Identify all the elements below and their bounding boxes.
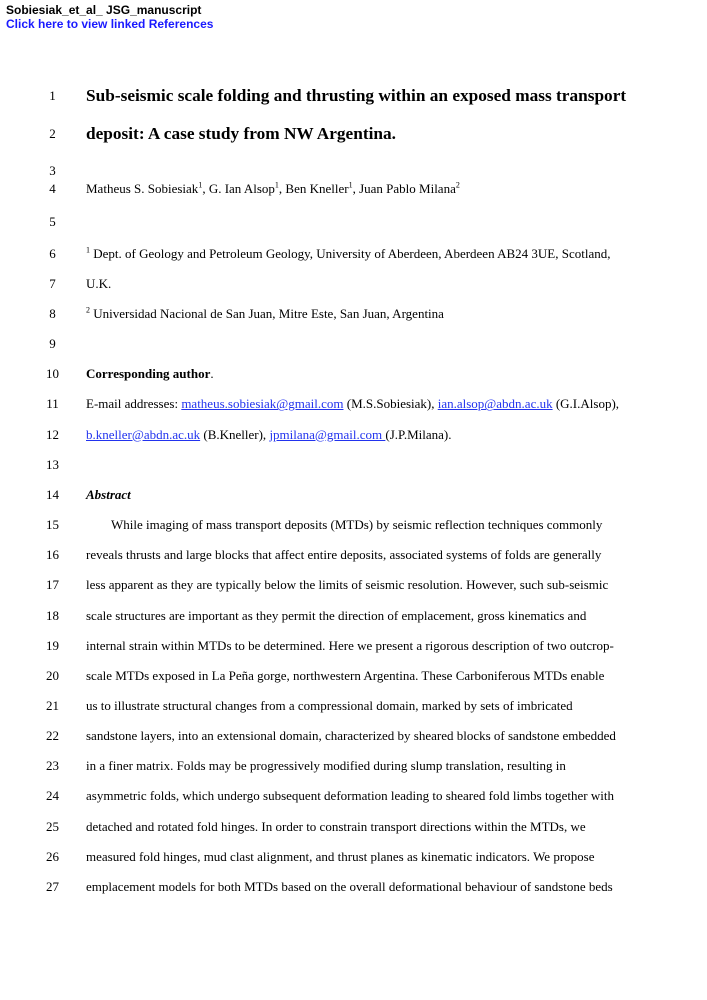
text-segment: scale MTDs exposed in La Peña gorge, northwestern Argentina. These Carboniferous MTDs enable <box>86 667 605 683</box>
affiliation-superscript: 1 <box>348 180 353 190</box>
manuscript-line <box>0 818 707 836</box>
email-link[interactable]: matheus.sobiesiak@gmail.com <box>181 396 344 412</box>
line-number: 15 <box>46 517 59 533</box>
line-text <box>86 727 616 745</box>
line-text <box>86 546 601 564</box>
line-number: 7 <box>49 276 56 291</box>
text-segment: (M.S.Sobiesiak), <box>343 396 438 412</box>
line-text <box>86 878 613 896</box>
line-number: 17 <box>46 577 59 593</box>
text-segment: Corresponding author <box>86 366 211 382</box>
line-text <box>86 637 614 655</box>
line-number: 13 <box>46 456 59 472</box>
text-segment: internal strain within MTDs to be determined. Here we present a rigorous description of two outcrop- <box>86 637 614 653</box>
text-segment: Matheus S. Sobiesiak <box>86 181 199 196</box>
text-segment: reveals thrusts and large blocks that affect entire deposits, associated systems of folds are generally <box>86 547 602 563</box>
email-link[interactable]: ian.alsop@abdn.ac.uk <box>437 396 553 412</box>
manuscript-line <box>0 546 707 564</box>
line-number: 1 <box>49 88 56 103</box>
line-text <box>86 757 566 775</box>
affiliation-superscript: 1 <box>274 180 279 190</box>
manuscript-line <box>0 667 707 685</box>
title-line <box>0 123 707 145</box>
line-number: 6 <box>49 246 56 261</box>
line-number: 16 <box>46 547 59 563</box>
line-number: 10 <box>46 366 59 382</box>
manuscript-line <box>0 516 707 534</box>
line-number: 18 <box>46 607 59 623</box>
text-segment: , Juan Pablo Milana <box>352 181 456 196</box>
text-segment: scale structures are important as they permit the direction of emplacement, gross kinematics and <box>86 607 587 623</box>
view-linked-references-link[interactable]: Click here to view linked References <box>6 17 214 31</box>
line-number: 22 <box>46 728 59 744</box>
line-text <box>86 180 460 198</box>
text-segment: deposit: A case study from NW Argentina. <box>86 124 396 143</box>
line-number: 2 <box>49 126 56 141</box>
line-text <box>86 395 619 413</box>
line-text <box>86 85 626 107</box>
line-text <box>86 787 614 805</box>
line-number: 19 <box>46 637 59 653</box>
line-text <box>86 426 451 444</box>
line-number: 14 <box>46 486 59 502</box>
manuscript-line <box>0 426 707 444</box>
text-segment: less apparent as they are typically below the limits of seismic resolution. However, such sub-seismic <box>86 577 609 593</box>
text-segment: . <box>210 366 214 382</box>
affiliation-superscript: 2 <box>86 305 90 315</box>
manuscript-line <box>0 365 707 383</box>
manuscript-line <box>0 456 707 474</box>
line-text <box>86 516 602 534</box>
line-text <box>86 305 444 323</box>
manuscript-line <box>0 697 707 715</box>
line-text <box>86 576 608 594</box>
email-link[interactable]: jpmilana@gmail.com <box>269 426 386 442</box>
text-segment: in a finer matrix. Folds may be progressively modified during slump translation, resulting in <box>86 758 566 774</box>
text-segment: Universidad Nacional de San Juan, Mitre Este, San Juan, Argentina <box>90 306 444 321</box>
line-number: 23 <box>46 758 59 774</box>
text-segment: sandstone layers, into an extensional domain, characterized by sheared blocks of sandstone embedded <box>86 728 616 744</box>
manuscript-line <box>0 727 707 745</box>
manuscript-line <box>0 848 707 866</box>
affiliation-superscript: 1 <box>86 245 90 255</box>
line-number: 21 <box>46 697 59 713</box>
text-segment: measured fold hinges, mud clast alignment, and thrust planes as kinematic indicators. We propose <box>86 848 595 864</box>
line-text <box>86 848 594 866</box>
manuscript-line <box>0 637 707 655</box>
manuscript-line <box>0 486 707 504</box>
line-text <box>86 365 214 383</box>
line-number: 26 <box>46 848 59 864</box>
manuscript-line <box>0 878 707 896</box>
line-number: 9 <box>49 336 56 352</box>
text-segment: (J.P.Milana). <box>385 426 452 442</box>
line-number: 20 <box>46 667 59 683</box>
manuscript-line <box>0 162 707 180</box>
title-line <box>0 85 707 107</box>
affiliation-superscript: 1 <box>198 180 203 190</box>
text-segment: us to illustrate structural changes from a compressional domain, marked by sets of imbricated <box>86 697 573 713</box>
manuscript-line <box>0 576 707 594</box>
manuscript-line <box>0 757 707 775</box>
line-number: 12 <box>46 426 59 442</box>
line-number: 8 <box>49 306 56 321</box>
manuscript-line <box>0 335 707 353</box>
text-segment: E-mail addresses: <box>86 396 182 412</box>
section-heading: Abstract <box>86 486 131 502</box>
affiliation-superscript: 2 <box>455 180 460 190</box>
manuscript-line <box>0 395 707 413</box>
manuscript-line <box>0 275 707 293</box>
manuscript-line <box>0 787 707 805</box>
text-segment: emplacement models for both MTDs based on the overall deformational behaviour of sandstone beds <box>86 878 613 894</box>
manuscript-line <box>0 245 707 263</box>
manuscript-id: Sobiesiak_et_al_ JSG_manuscript <box>6 3 202 17</box>
line-text <box>86 123 396 145</box>
line-number: 27 <box>46 878 59 894</box>
text-segment: While imaging of mass transport deposits (MTDs) by seismic reflection techniques commonly <box>111 517 603 533</box>
manuscript-line <box>0 213 707 231</box>
line-number: 4 <box>49 181 56 196</box>
line-number: 11 <box>46 396 59 412</box>
text-segment: , G. Ian Alsop <box>202 181 275 196</box>
text-segment: (B.Kneller), <box>200 426 270 442</box>
email-link[interactable]: b.kneller@abdn.ac.uk <box>86 426 201 442</box>
line-text <box>86 275 111 293</box>
line-number: 25 <box>46 818 59 834</box>
manuscript-line <box>0 607 707 625</box>
line-text <box>86 818 586 836</box>
line-text <box>86 607 586 625</box>
line-number: 5 <box>49 214 56 229</box>
line-text <box>86 486 131 504</box>
line-text <box>86 697 573 715</box>
text-segment: Dept. of Geology and Petroleum Geology, University of Aberdeen, Aberdeen AB24 3UE, Scotland, <box>90 246 611 261</box>
text-segment: Sub-seismic scale folding and thrusting within an exposed mass transport <box>86 86 627 105</box>
text-segment: detached and rotated fold hinges. In order to constrain transport directions within the MTDs, we <box>86 818 586 834</box>
text-segment: asymmetric folds, which undergo subsequent deformation leading to sheared fold limbs together with <box>86 788 614 804</box>
line-text <box>86 667 604 685</box>
manuscript-line <box>0 180 707 198</box>
line-number: 24 <box>46 788 59 804</box>
text-segment: U.K. <box>86 276 112 291</box>
line-number: 3 <box>49 163 56 178</box>
line-text <box>86 245 611 263</box>
text-segment: (G.I.Alsop), <box>552 396 620 412</box>
manuscript-line <box>0 305 707 323</box>
text-segment: , Ben Kneller <box>278 181 349 196</box>
